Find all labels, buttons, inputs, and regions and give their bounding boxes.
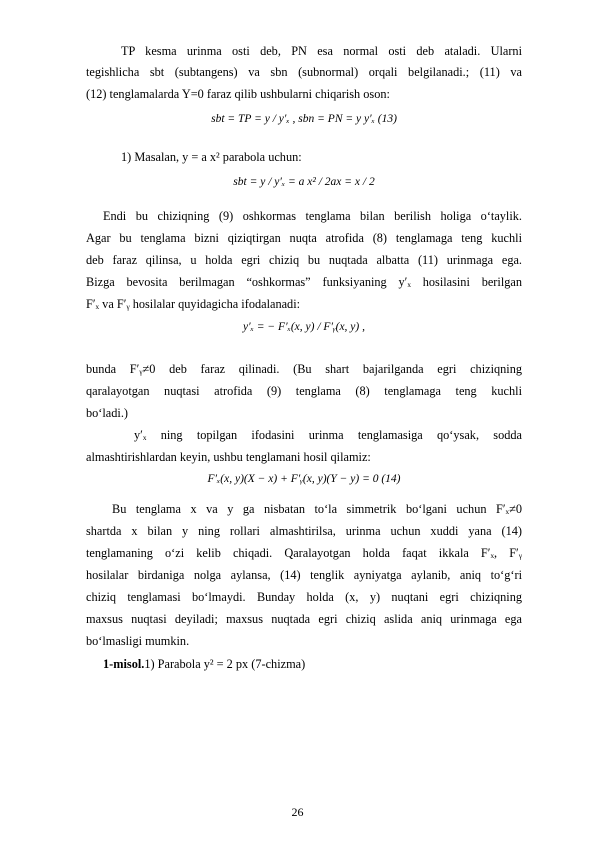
formula-13: sbt = TP = y / y′ₓ , sbn = PN = y y′ₓ (13) xyxy=(211,113,397,125)
example-intro: 1) Masalan, y = a x² parabola uchun: xyxy=(121,150,302,164)
paragraph5-line4: hosilalar birdaniga nolga aylansa, (14) tenglik ayniyatga aylanib, aniq to‘g‘ri xyxy=(86,568,522,582)
formula-sbt: sbt = y / y′ₓ = a x² / 2ax = x / 2 xyxy=(233,176,375,188)
page-number: 26 xyxy=(291,805,304,819)
paragraph5-line3: tenglamaning o‘zi kelib chiqadi. Qaralayotgan holda faqat ikkala F′ₓ, F′ᵧ xyxy=(86,546,522,560)
formula-derivative: y′ₓ = − F′ₓ(x, y) / F′ᵧ(x, y) , xyxy=(243,321,365,333)
paragraph2-line3: deb faraz qilinsa, u holda egri chiziq bu nuqtada albatta (11) urinmaga ega. xyxy=(86,253,522,267)
paragraph5-line2: shartda x bilan y ning rollari almashtirilsa, urinma uchun xuddi yana (14) xyxy=(86,524,522,538)
paragraph1-line3: (12) tenglamalarda Y=0 faraz qilib ushbularni chiqarish oson: xyxy=(86,87,390,101)
paragraph3-line1: bunda F′ᵧ≠0 deb faraz qilinadi. (Bu shart bajarilganda egri chiziqning xyxy=(86,362,522,376)
paragraph4-line1: y′ₓ ning topilgan ifodasini urinma tenglamasiga qo‘ysak, sodda xyxy=(134,428,522,442)
example1-label: 1-misol. xyxy=(103,657,145,671)
paragraph2-line2: Agar bu tenglama bizni qiziqtirgan nuqta atrofida (8) tenglamaga teng kuchli xyxy=(86,231,522,245)
paragraph2-line1: Endi bu chiziqning (9) oshkormas tenglama bilan berilish holiga o‘taylik. xyxy=(103,209,522,223)
paragraph5-line1: Bu tenglama x va y ga nisbatan to‘la simmetrik bo‘lgani uchun F′ₓ≠0 xyxy=(112,502,522,516)
paragraph4-line2: almashtirishlardan keyin, ushbu tenglamani hosil qilamiz: xyxy=(86,450,371,464)
example1-text: 1) Parabola y² = 2 px (7-chizma) xyxy=(144,657,306,671)
paragraph5-line6: maxsus nuqtasi deyiladi; maxsus nuqtada egri chiziq aslida aniq urinmaga ega xyxy=(86,612,522,626)
paragraph2-line5: F′ₓ va F′ᵧ hosilalar quyidagicha ifodalanadi: xyxy=(86,297,301,311)
example1 xyxy=(103,657,539,671)
paragraph5-line5: chiziq tenglamasi bo‘lmaydi. Bunday holda (x, y) nuqtani egri chiziqning xyxy=(86,590,522,604)
paragraph3-line2: qaralayotgan nuqtasi atrofida (9) tenglama (8) tenglamaga teng kuchli xyxy=(86,384,522,398)
paragraph3-line3: bo‘ladi.) xyxy=(86,406,129,420)
paragraph1-line1: TP kesma urinma osti deb, PN esa normal osti deb ataladi. Ularni xyxy=(121,44,522,58)
paragraph2-line4: Bizga bevosita berilmagan “oshkormas” funksiyaning y′ₓ hosilasini berilgan xyxy=(86,275,522,289)
paragraph5-line7: bo‘lmasligi mumkin. xyxy=(86,634,190,648)
formula-14: F′ₓ(x, y)(X − x) + F′ᵧ(x, y)(Y − y) = 0 (14) xyxy=(207,473,401,485)
paragraph1-line2: tegishlicha sbt (subtangens) va sbn (subnormal) orqali belgilanadi.; (11) va xyxy=(86,65,522,79)
